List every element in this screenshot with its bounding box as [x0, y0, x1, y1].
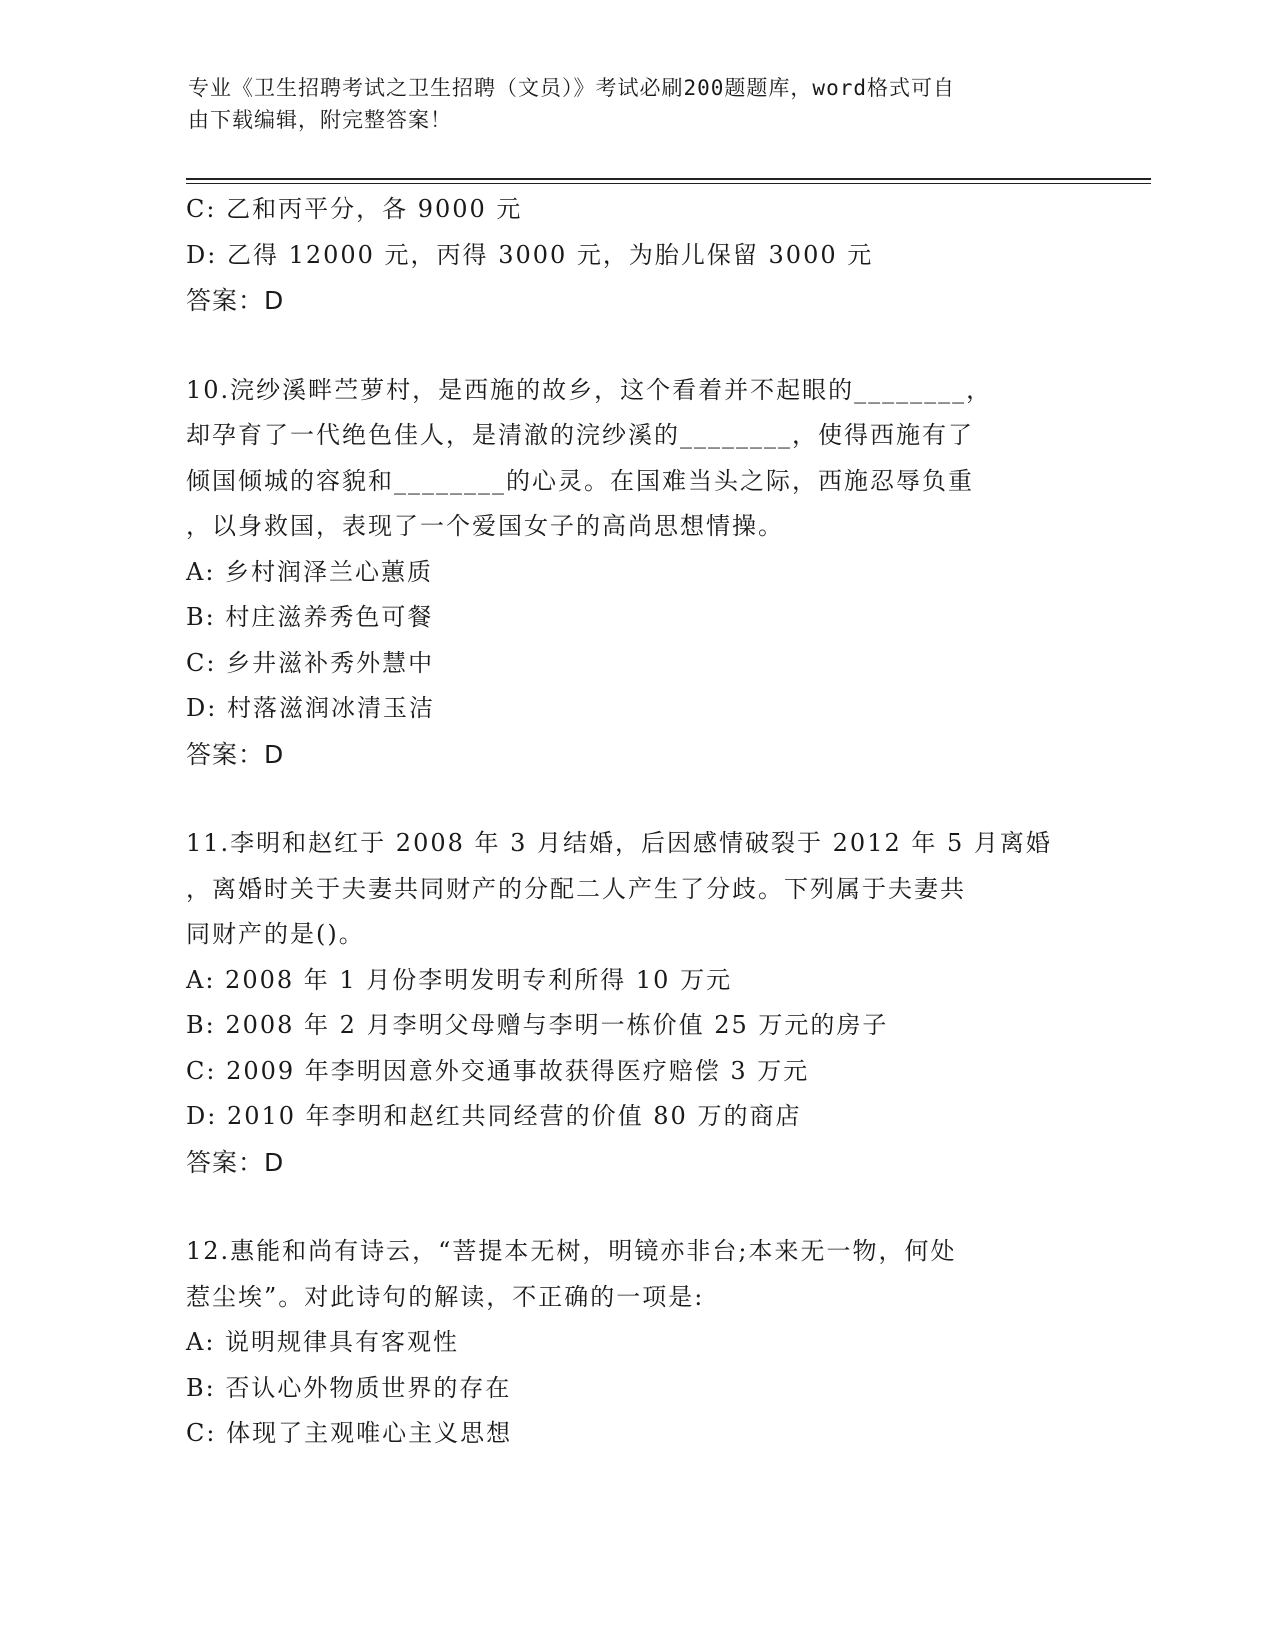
q12-stem-line-1: 12.惠能和尚有诗云，“菩提本无树，明镜亦非台;本来无一物，何处 — [186, 1237, 957, 1265]
q10-option-a: A: 乡村润泽兰心蕙质 — [186, 557, 434, 586]
spacer — [186, 777, 1086, 821]
q10-stem-line-4: ，以身救国，表现了一个爱国女子的高尚思想情操。 — [186, 512, 784, 540]
q9-option-d: D: 乙得 12000 元，丙得 3000 元，为胎儿保留 3000 元 — [186, 240, 874, 269]
q10-option-d: D: 村落滋润冰清玉洁 — [186, 694, 435, 722]
q12-stem-line-2: 惹尘埃”。对此诗句的解读，不正确的一项是: — [186, 1282, 705, 1311]
question-12 — [186, 1229, 1086, 1457]
q9-option-c: C: 乙和丙平分，各 9000 元 — [186, 195, 523, 223]
header-line-1: 专业《卫生招聘考试之卫生招聘（文员）》考试必刷200题题库，word格式可自 — [188, 76, 955, 100]
q10-option-b: B: 村庄滋养秀色可餐 — [186, 603, 434, 631]
header-line-2: 由下载编辑，附完整答案！ — [188, 108, 452, 132]
q11-option-d: D: 2010 年李明和赵红共同经营的价值 80 万的商店 — [186, 1102, 802, 1130]
q12-option-c: C: 体现了主观唯心主义思想 — [186, 1419, 513, 1447]
q11-stem-line-2: ，离婚时关于夫妻共同财产的分配二人产生了分歧。下列属于夫妻共 — [186, 874, 966, 903]
spacer — [186, 1185, 1086, 1229]
page-header — [188, 72, 1068, 136]
spacer — [186, 324, 1086, 368]
question-11 — [186, 821, 1086, 1185]
q9-answer: 答案：D — [186, 286, 285, 315]
header-rule-thick — [186, 178, 1151, 180]
q10-option-c: C: 乡井滋补秀外慧中 — [186, 648, 435, 677]
q12-option-b: B: 否认心外物质世界的存在 — [186, 1373, 512, 1402]
q10-stem-line-2: 却孕育了一代绝色佳人，是清澈的浣纱溪的________，使得西施有了 — [186, 421, 974, 449]
question-9-tail — [186, 187, 1086, 324]
q11-option-b: B: 2008 年 2 月李明父母赠与李明一栋价值 25 万元的房子 — [186, 1011, 889, 1039]
header-rule-thin — [186, 183, 1151, 184]
q11-stem-line-1: 11.李明和赵红于 2008 年 3 月结婚，后因感情破裂于 2012 年 5 月离婚 — [186, 829, 1052, 857]
q11-option-c: C: 2009 年李明因意外交通事故获得医疗赔偿 3 万元 — [186, 1056, 810, 1085]
q11-stem-line-3: 同财产的是()。 — [186, 920, 365, 948]
q12-option-a: A: 说明规律具有客观性 — [186, 1328, 460, 1356]
q10-stem-line-1: 10.浣纱溪畔苎萝村，是西施的故乡，这个看着并不起眼的________， — [186, 375, 993, 404]
q11-answer: 答案：D — [186, 1147, 285, 1177]
q10-answer: 答案：D — [186, 739, 285, 769]
question-10 — [186, 368, 1086, 778]
q11-option-a: A: 2008 年 1 月份李明发明专利所得 10 万元 — [186, 965, 733, 994]
question-content — [186, 187, 1086, 1457]
q10-stem-line-3: 倾国倾城的容貌和________的心灵。在国难当头之际，西施忍辱负重 — [186, 466, 974, 495]
